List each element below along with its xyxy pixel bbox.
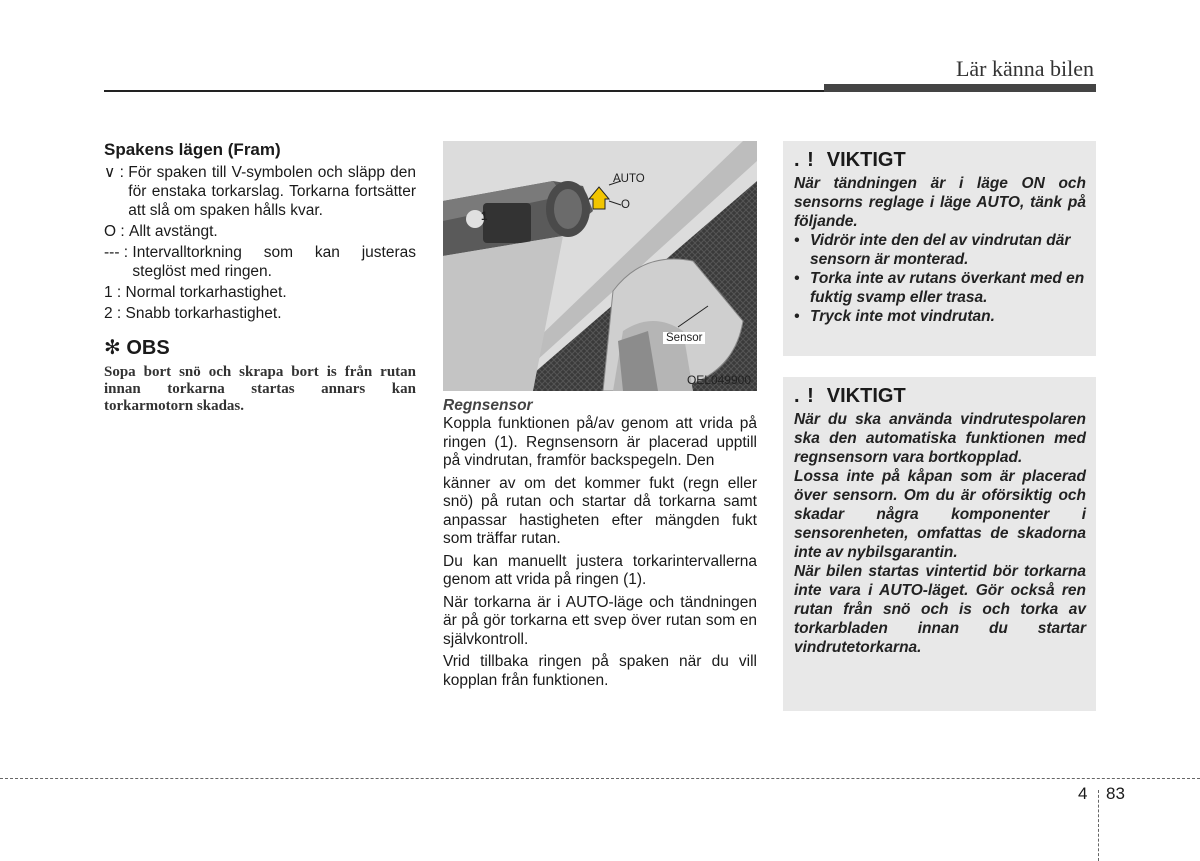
label-sensor: Sensor [663, 332, 705, 344]
paragraph: känner av om det kommer fukt (regn eller snö) på rutan och startar då torkarna samt anpassar hastigheten efter mängden fukt som träffar rutan. [443, 474, 757, 547]
chapter-number: 4 [1078, 784, 1088, 803]
paragraph: Du kan manuellt justera torkarintervallerna genom att vrida på ringen (1). [443, 552, 757, 588]
obs-title: ✻ OBS [104, 337, 170, 359]
ring-number-label: 1 [481, 211, 488, 223]
notice-box-1 [783, 141, 1096, 356]
page-number: 83 [1106, 784, 1125, 803]
bullet-text: Torka inte av rutans överkant med en fuktig svamp eller trasa. [810, 270, 1085, 306]
list-item [794, 269, 1086, 307]
label-auto: AUTO [613, 173, 645, 185]
item-text: För spaken till V-symbolen och släpp den för enstaka torkarslag. Torkarna fortsätter att slå om spaken hålls kvar. [128, 164, 416, 219]
item-key: ∨ : [104, 164, 129, 181]
item-text: Snabb torkarhastighet. [125, 305, 282, 322]
item-text: Intervalltorkning som kan justeras steglöst med ringen. [132, 244, 416, 280]
left-column [104, 140, 416, 415]
warning-icon: . ! [794, 149, 815, 171]
item-text: Normal torkarhastighet. [125, 284, 287, 301]
section-title: Spakens lägen (Fram) [104, 140, 281, 159]
label-off: O [621, 199, 630, 211]
list-item [104, 163, 416, 220]
notice-paragraph: Lossa inte på kåpan som är placerad över sensorn. Om du är oförsiktig och skadar några komponenter i sensorenheten, omfattas de skadorna inte av nybilsgarantin. [794, 468, 1086, 561]
list-item [104, 304, 416, 323]
paragraph: Koppla funktionen på/av genom att vrida på ringen (1). Regnsensorn är placerad upptill på vindrutan, framför backspegeln. Den [443, 415, 757, 469]
item-key: 2 : [104, 305, 126, 322]
item-key: --- : [104, 244, 133, 261]
list-item [794, 231, 1086, 269]
bullet-text: Tryck inte mot vindrutan. [810, 308, 995, 325]
item-key: 1 : [104, 284, 126, 301]
notice-title: VIKTIGT [826, 385, 906, 407]
bullet-icon: • [794, 308, 800, 325]
bullet-text: Vidrör inte den del av vindrutan där sensorn är monterad. [810, 232, 1071, 268]
header-title: Lär känna bilen [955, 56, 1094, 81]
bullet-icon: • [794, 270, 800, 287]
wiper-lever-figure [443, 141, 757, 391]
figure-code: OEL049900 [686, 373, 751, 387]
notice-paragraph: När bilen startas vintertid bör torkarna inte vara i AUTO-läget. Gör också ren rutan från snö och is och torka av torkarbladen innan du startar vindrutetorkarna. [794, 563, 1086, 656]
item-key: O : [104, 223, 129, 240]
footer-rule [0, 778, 1200, 779]
item-text: Allt avstängt. [128, 223, 218, 240]
bullet-icon: • [794, 232, 800, 249]
figure-caption: Regnsensor [443, 397, 533, 414]
list-item [794, 307, 1086, 326]
paragraph: När torkarna är i AUTO-läge och tändningen är på gör torkarna ett svep över rutan som en självkontroll. [443, 593, 757, 648]
list-item [104, 243, 416, 281]
header-rule [104, 90, 824, 92]
obs-text: Sopa bort snö och skrapa bort is från rutan innan torkarna startas annars kan torkarmotorn skadas. [104, 364, 416, 414]
notice-header [794, 385, 1086, 408]
notice-box-2 [783, 377, 1096, 711]
notice-panel [783, 141, 1096, 356]
notice-panel [783, 377, 1096, 711]
notice-paragraph: När du ska använda vindrutespolaren ska den automatiska funktionen med regnsensorn vara bortkopplad. [794, 411, 1086, 466]
notice-intro: När tändningen är i läge ON och sensorns reglage i läge AUTO, tänk på följande. [794, 175, 1086, 230]
middle-column [443, 141, 757, 694]
list-item [104, 283, 416, 302]
list-item [104, 222, 416, 241]
footer-divider [1098, 790, 1099, 861]
wiper-lever-illustration [443, 141, 757, 391]
paragraph: Vrid tillbaka ringen på spaken när du vill kopplan från funktionen. [443, 653, 757, 689]
header-rule-accent [824, 84, 1096, 92]
notice-header [794, 149, 1086, 172]
notice-title: VIKTIGT [826, 149, 906, 171]
warning-icon: . ! [794, 385, 815, 407]
